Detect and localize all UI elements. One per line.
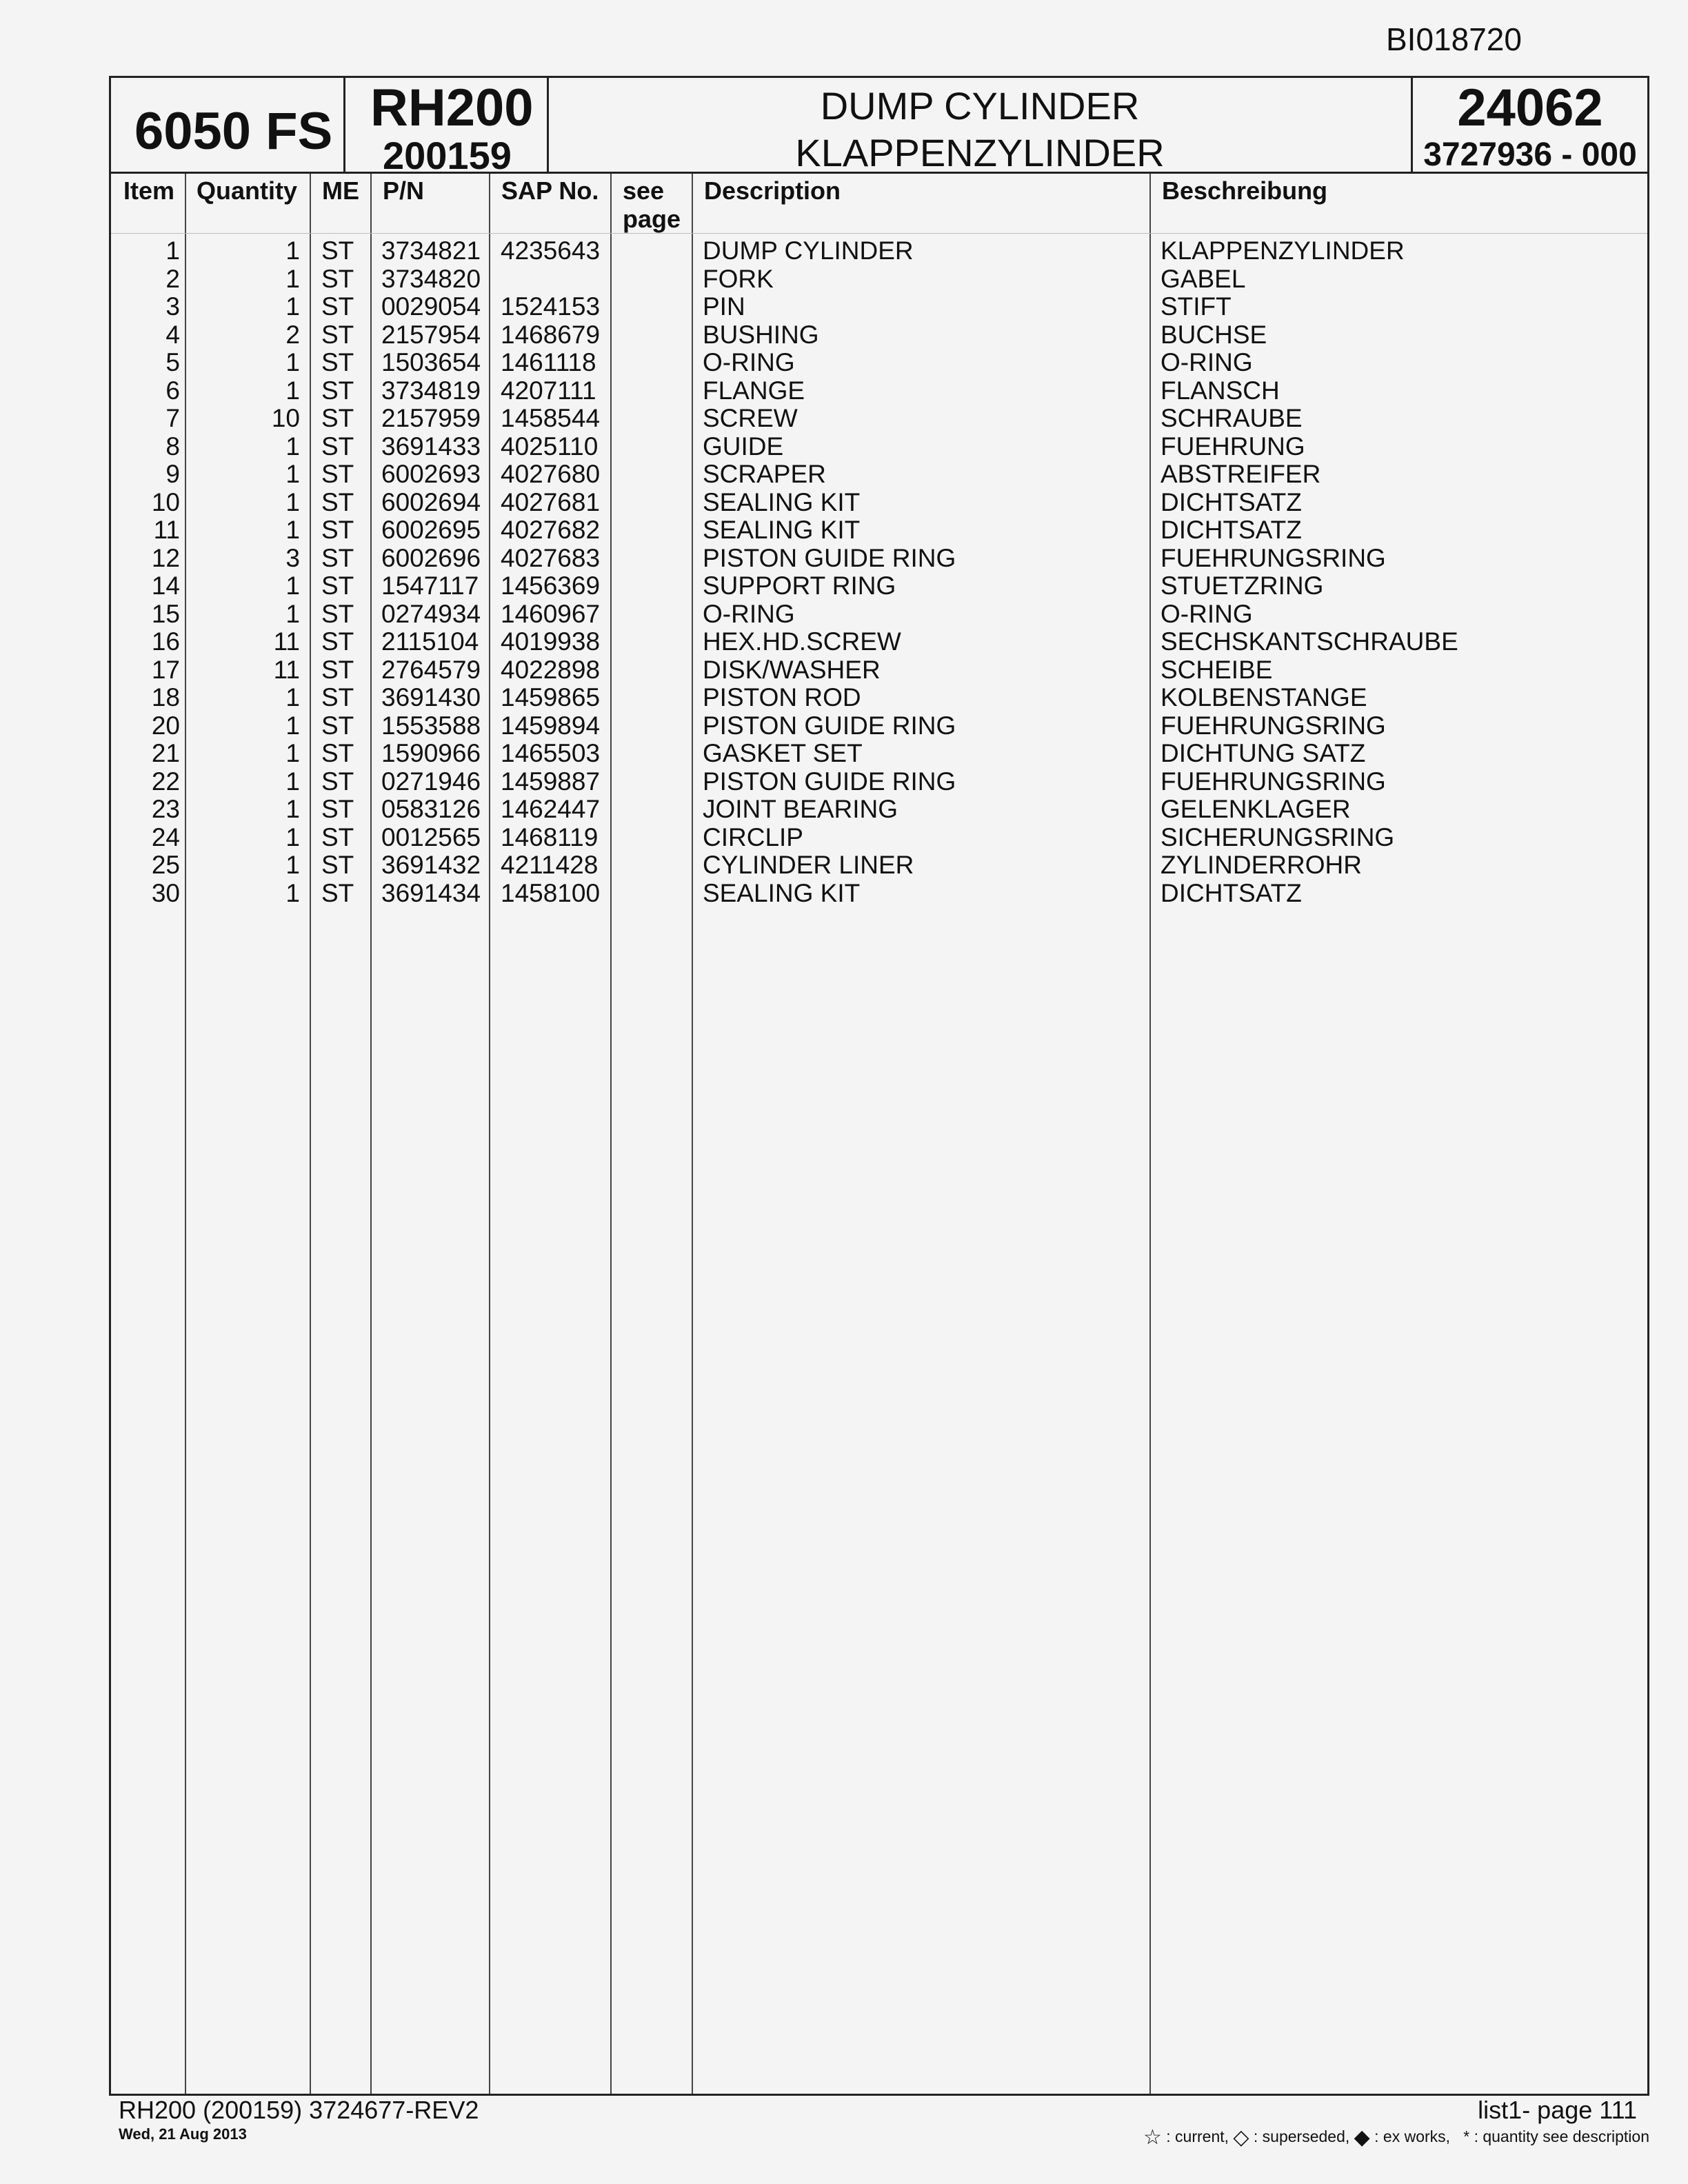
cell-quantity: 1: [285, 711, 300, 740]
cell-item: 11: [153, 516, 180, 544]
cell-description: CIRCLIP: [703, 822, 803, 851]
cell-me: ST: [321, 432, 354, 461]
cell-quantity: 1: [285, 599, 300, 628]
cell-item: 21: [151, 739, 180, 767]
cell-item: 12: [151, 543, 180, 572]
cell-me: ST: [321, 767, 354, 796]
table-row: [111, 265, 1647, 294]
column-header-pn: P/N: [383, 176, 425, 205]
cell-beschreibung: FUEHRUNGSRING: [1160, 711, 1386, 740]
cell-sap-number: 1465503: [501, 739, 601, 767]
column-header-description: Description: [704, 176, 841, 205]
legend-ex-works: : ex works,: [1374, 2127, 1451, 2145]
table-row: [111, 377, 1647, 405]
cell-part-number: 0583126: [381, 795, 481, 823]
cell-description: FORK: [703, 264, 774, 293]
cell-quantity: 1: [285, 432, 300, 461]
cell-item: 9: [165, 460, 180, 488]
cell-part-number: 3734819: [381, 376, 481, 405]
footer-document-reference: RH200 (200159) 3724677-REV2: [119, 2096, 479, 2124]
cell-me: ST: [321, 711, 354, 740]
model-cell: [111, 78, 345, 172]
cell-me: ST: [321, 739, 354, 767]
table-row: [111, 461, 1647, 489]
cell-item: 1: [165, 236, 180, 265]
table-row: [111, 489, 1647, 517]
table-row: [111, 600, 1647, 629]
cell-item: 16: [151, 627, 180, 656]
cell-quantity: 1: [285, 516, 300, 544]
cell-me: ST: [321, 655, 354, 684]
cell-part-number: 0271946: [381, 767, 481, 796]
cell-description: PISTON GUIDE RING: [703, 711, 956, 740]
column-header-beschreibung: Beschreibung: [1162, 176, 1328, 205]
cell-description: GASKET SET: [703, 739, 863, 767]
table-header: [111, 174, 1647, 234]
star-outline-icon: ☆: [1143, 2126, 1162, 2149]
symbol-legend: [1143, 2125, 1649, 2150]
table-row: [111, 880, 1647, 908]
table-row: [111, 405, 1647, 433]
model-label: 6050 FS: [134, 102, 333, 161]
cell-description: JOINT BEARING: [703, 795, 898, 823]
diamond-outline-icon: ◇: [1233, 2126, 1249, 2149]
table-row: [111, 293, 1647, 321]
cell-item: 8: [165, 432, 180, 461]
cell-description: DUMP CYLINDER: [703, 236, 914, 265]
cell-beschreibung: GELENKLAGER: [1160, 795, 1351, 823]
footer-page-number: list1- page 111: [1478, 2096, 1637, 2124]
title-block: [109, 76, 1649, 177]
cell-quantity: 1: [285, 264, 300, 293]
cell-beschreibung: FUEHRUNGSRING: [1160, 543, 1386, 572]
footer-date: Wed, 21 Aug 2013: [119, 2125, 247, 2143]
cell-quantity: 3: [285, 543, 300, 572]
cell-quantity: 10: [271, 404, 300, 432]
title-german: KLAPPENZYLINDER: [795, 131, 1165, 174]
cell-sap-number: 4022898: [501, 655, 601, 684]
table-row: [111, 740, 1647, 768]
cell-description: GUIDE: [703, 432, 784, 461]
table-row: [111, 433, 1647, 461]
cell-part-number: 3691434: [381, 878, 481, 907]
cell-part-number: 2764579: [381, 655, 481, 684]
cell-quantity: 1: [285, 487, 300, 516]
cell-item: 23: [151, 795, 180, 823]
table-row: [111, 796, 1647, 824]
cell-quantity: 1: [285, 851, 300, 879]
cell-me: ST: [321, 572, 354, 600]
cell-beschreibung: DICHTSATZ: [1160, 487, 1302, 516]
cell-beschreibung: ZYLINDERROHR: [1160, 851, 1362, 879]
cell-sap-number: 1460967: [501, 599, 601, 628]
cell-quantity: 1: [285, 739, 300, 767]
cell-item: 14: [151, 572, 180, 600]
cell-beschreibung: KLAPPENZYLINDER: [1160, 236, 1405, 265]
cell-me: ST: [321, 348, 354, 376]
cell-description: PISTON GUIDE RING: [703, 767, 956, 796]
title-cell: [549, 78, 1413, 172]
cell-sap-number: 1461118: [501, 348, 596, 376]
cell-description: SCREW: [703, 404, 798, 432]
cell-item: 7: [165, 404, 180, 432]
legend-quantity: : quantity see description: [1474, 2127, 1649, 2145]
cell-quantity: 1: [285, 572, 300, 600]
asterisk-icon: *: [1463, 2127, 1470, 2145]
drawing-number: 3727936 - 000: [1423, 136, 1637, 173]
cell-me: ST: [321, 822, 354, 851]
table-row: [111, 572, 1647, 600]
cell-quantity: 1: [285, 460, 300, 488]
cell-item: 2: [165, 264, 180, 293]
cell-beschreibung: O-RING: [1160, 599, 1253, 628]
cell-part-number: 1503654: [381, 348, 481, 376]
column-header-quantity: Quantity: [197, 176, 298, 205]
cell-description: PISTON ROD: [703, 683, 861, 711]
cell-beschreibung: STIFT: [1160, 292, 1232, 321]
cell-item: 20: [151, 711, 180, 740]
cell-item: 22: [151, 767, 180, 796]
table-row: [111, 851, 1647, 880]
cell-part-number: 3734820: [381, 264, 481, 293]
title-english: DUMP CYLINDER: [820, 84, 1140, 128]
cell-me: ST: [321, 320, 354, 349]
legend-current: : current,: [1166, 2127, 1229, 2145]
cell-sap-number: 4025110: [501, 432, 599, 461]
cell-me: ST: [321, 460, 354, 488]
cell-item: 30: [151, 878, 180, 907]
cell-part-number: 6002696: [381, 543, 481, 572]
table-row: [111, 237, 1647, 265]
table-row: [111, 684, 1647, 712]
cell-part-number: 3734821: [381, 236, 481, 265]
cell-quantity: 1: [285, 292, 300, 321]
cell-me: ST: [321, 292, 354, 321]
table-row: [111, 321, 1647, 350]
legend-superseded: : superseded,: [1253, 2127, 1350, 2145]
cell-item: 4: [165, 320, 180, 349]
cell-sap-number: 1459865: [501, 683, 601, 711]
cell-part-number: 0012565: [381, 822, 481, 851]
cell-part-number: 6002694: [381, 487, 481, 516]
cell-beschreibung: O-RING: [1160, 348, 1253, 376]
cell-sap-number: 1458100: [501, 878, 601, 907]
table-row: [111, 516, 1647, 545]
cell-item: 3: [165, 292, 180, 321]
cell-beschreibung: SCHRAUBE: [1160, 404, 1303, 432]
cell-beschreibung: STUETZRING: [1160, 572, 1324, 600]
cell-part-number: 1547117: [381, 572, 479, 600]
cell-description: SCRAPER: [703, 460, 826, 488]
cell-beschreibung: KOLBENSTANGE: [1160, 683, 1367, 711]
table-row: [111, 656, 1647, 685]
cell-description: BUSHING: [703, 320, 819, 349]
cell-quantity: 1: [285, 236, 300, 265]
cell-sap-number: 1524153: [501, 292, 601, 321]
machine-cell: [345, 78, 549, 177]
cell-item: 24: [151, 822, 180, 851]
cell-sap-number: 1458544: [501, 404, 601, 432]
column-header-see: see: [623, 176, 665, 205]
cell-beschreibung: FLANSCH: [1160, 376, 1280, 405]
cell-me: ST: [321, 795, 354, 823]
table-row: [111, 824, 1647, 852]
cell-item: 25: [151, 851, 180, 879]
diamond-filled-icon: ◆: [1354, 2126, 1370, 2149]
cell-beschreibung: FUEHRUNGSRING: [1160, 767, 1386, 796]
document-id: BI018720: [1386, 21, 1522, 57]
cell-description: HEX.HD.SCREW: [703, 627, 901, 656]
cell-quantity: 1: [285, 822, 300, 851]
cell-me: ST: [321, 683, 354, 711]
cell-description: CYLINDER LINER: [703, 851, 914, 879]
cell-quantity: 1: [285, 348, 300, 376]
column-header-sap: SAP No.: [501, 176, 599, 205]
cell-quantity: 1: [285, 767, 300, 796]
cell-part-number: 1590966: [381, 739, 481, 767]
cell-quantity: 1: [285, 795, 300, 823]
cell-item: 18: [151, 683, 180, 711]
cell-part-number: 0274934: [381, 599, 481, 628]
group-number: 24062: [1457, 79, 1603, 137]
cell-beschreibung: SECHSKANTSCHRAUBE: [1160, 627, 1458, 656]
cell-item: 15: [151, 599, 180, 628]
cell-description: DISK/WASHER: [703, 655, 881, 684]
cell-me: ST: [321, 264, 354, 293]
cell-description: SEALING KIT: [703, 516, 861, 544]
cell-description: SUPPORT RING: [703, 572, 896, 600]
table-row: [111, 768, 1647, 796]
cell-quantity: 11: [273, 655, 300, 684]
cell-description: O-RING: [703, 348, 795, 376]
cell-sap-number: 1459887: [501, 767, 601, 796]
cell-description: O-RING: [703, 599, 795, 628]
cell-beschreibung: ABSTREIFER: [1160, 460, 1321, 488]
cell-description: SEALING KIT: [703, 878, 861, 907]
column-header-page: page: [623, 205, 681, 233]
cell-sap-number: 4211428: [501, 851, 599, 879]
cell-me: ST: [321, 487, 354, 516]
cell-item: 17: [151, 655, 180, 684]
cell-beschreibung: DICHTSATZ: [1160, 516, 1302, 544]
cell-me: ST: [321, 851, 354, 879]
cell-me: ST: [321, 236, 354, 265]
cell-part-number: 3691433: [381, 432, 481, 461]
cell-item: 10: [151, 487, 180, 516]
cell-quantity: 2: [285, 320, 300, 349]
cell-sap-number: 1468679: [501, 320, 601, 349]
cell-sap-number: 1459894: [501, 711, 601, 740]
cell-part-number: 3691432: [381, 851, 481, 879]
table-row: [111, 545, 1647, 573]
cell-beschreibung: DICHTUNG SATZ: [1160, 739, 1366, 767]
cell-beschreibung: BUCHSE: [1160, 320, 1267, 349]
cell-quantity: 1: [285, 683, 300, 711]
cell-quantity: 1: [285, 878, 300, 907]
machine-serial: 200159: [383, 134, 512, 177]
cell-sap-number: 4235643: [501, 236, 601, 265]
table-row: [111, 712, 1647, 740]
cell-sap-number: 4207111: [501, 376, 596, 405]
cell-me: ST: [321, 376, 354, 405]
cell-sap-number: 1468119: [501, 822, 599, 851]
column-header-me: ME: [322, 176, 359, 205]
cell-beschreibung: SCHEIBE: [1160, 655, 1273, 684]
machine-type: RH200: [370, 79, 534, 137]
cell-description: SEALING KIT: [703, 487, 861, 516]
cell-part-number: 3691430: [381, 683, 481, 711]
column-header-item: Item: [123, 176, 175, 205]
cell-part-number: 6002693: [381, 460, 481, 488]
cell-sap-number: 1462447: [501, 795, 601, 823]
cell-quantity: 1: [285, 376, 300, 405]
cell-me: ST: [321, 599, 354, 628]
cell-beschreibung: DICHTSATZ: [1160, 878, 1302, 907]
group-number-cell: [1413, 78, 1647, 172]
cell-beschreibung: GABEL: [1160, 264, 1246, 293]
column-header-see-page: [623, 176, 681, 233]
cell-description: PIN: [703, 292, 745, 321]
cell-part-number: 2157954: [381, 320, 481, 349]
table-row: [111, 628, 1647, 656]
cell-sap-number: 4027682: [501, 516, 601, 544]
cell-description: FLANGE: [703, 376, 805, 405]
cell-sap-number: 4019938: [501, 627, 601, 656]
cell-quantity: 11: [273, 627, 300, 656]
cell-me: ST: [321, 404, 354, 432]
cell-sap-number: 4027683: [501, 543, 601, 572]
cell-me: ST: [321, 627, 354, 656]
cell-description: PISTON GUIDE RING: [703, 543, 956, 572]
cell-me: ST: [321, 516, 354, 544]
cell-part-number: 2115104: [381, 627, 479, 656]
cell-sap-number: 4027681: [501, 487, 601, 516]
cell-me: ST: [321, 543, 354, 572]
cell-item: 6: [165, 376, 180, 405]
parts-table: [109, 174, 1649, 2096]
cell-beschreibung: FUEHRUNG: [1160, 432, 1305, 461]
cell-item: 5: [165, 348, 180, 376]
cell-part-number: 0029054: [381, 292, 481, 321]
cell-part-number: 6002695: [381, 516, 481, 544]
cell-part-number: 2157959: [381, 404, 481, 432]
cell-sap-number: 4027680: [501, 460, 601, 488]
cell-sap-number: 1456369: [501, 572, 601, 600]
cell-part-number: 1553588: [381, 711, 481, 740]
cell-beschreibung: SICHERUNGSRING: [1160, 822, 1395, 851]
cell-me: ST: [321, 878, 354, 907]
table-row: [111, 349, 1647, 377]
